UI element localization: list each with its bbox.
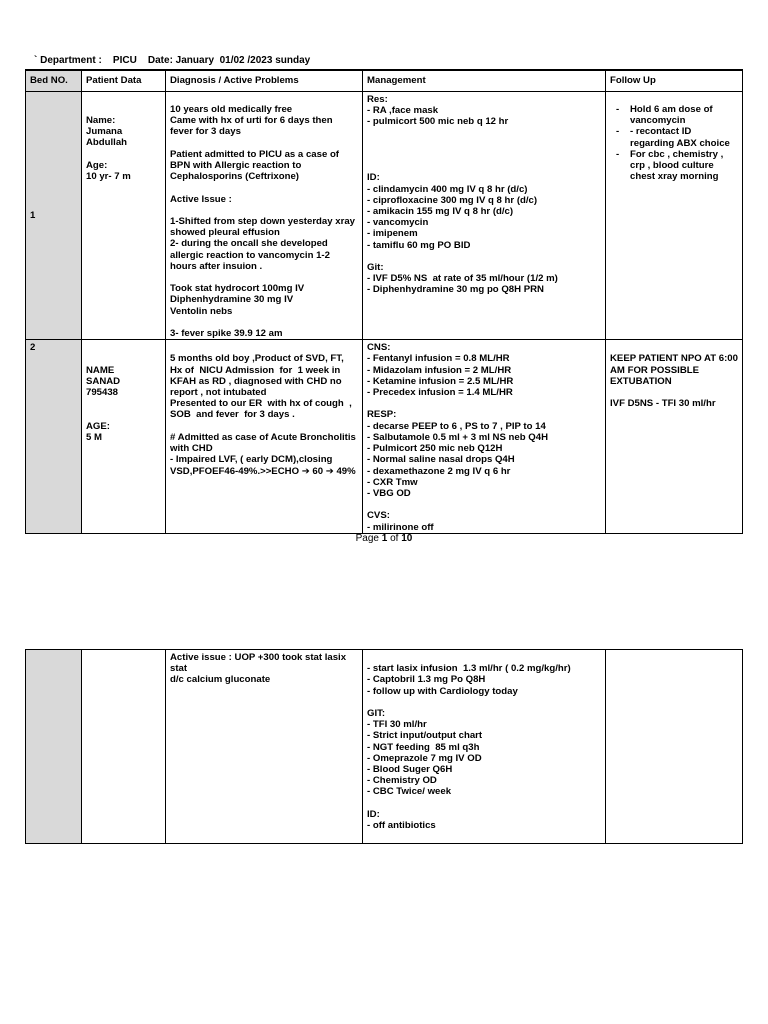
col-header-diagnosis: Diagnosis / Active Problems	[166, 70, 363, 92]
patient-data-cell	[82, 340, 166, 533]
page-number: Page 1 of 10	[355, 533, 413, 544]
col-header-management: Management	[363, 70, 606, 92]
patient-data-cell	[82, 650, 166, 844]
col-header-bed: Bed NO.	[26, 70, 82, 92]
patient-data-cell	[82, 92, 166, 340]
diagnosis-text: 10 years old medically free Came with hx of urti for 6 days then fever for 3 days Patient admitted to PICU as a case of BPN with Allergic reaction to Cephalosporins (Ceftrixone) Active Issue : 1-Shifted from step down yesterday xray showed pleural effusion 2- during the oncall she developed allergic reaction to vancomycin 1-2 hours after insuion . Took stat hydrocort 100mg IV Diphenhydramine 30 mg IV Ventolin nebs 3- fever spike 39.9 12 am	[170, 104, 355, 340]
diagnosis-text: 5 months old boy ,Product of SVD, FT, Hx of NICU Admission for 1 week in KFAH as RD , diagnosed with CHD no report , not intubated Presented to our ER with hx of cough , SOB and fever for 3 days . # Admitted as case of Acute Broncholitis with CHD - Impaired LVF, ( early DCM),closing VSD,PFOEF46-49%.>>ECHO ➔ 60 ➔ 49%	[170, 353, 356, 477]
rounds-table-page2	[25, 649, 743, 844]
management-text: - start lasix infusion 1.3 ml/hr ( 0.2 mg/kg/hr) - Captobril 1.3 mg Po Q8H - follow up with Cardiology today GIT: - TFI 30 ml/hr - Strict input/output chart - NGT feeding 85 ml q3h - Omeprazole 7 mg IV OD - Blood Suger Q6H - Chemistry OD - CBC Twice/ week ID: - off antibiotics	[367, 663, 571, 832]
followup-cell	[606, 650, 743, 844]
diagnosis-cell	[166, 340, 363, 533]
bed-number-cell	[26, 340, 82, 533]
management-cell	[363, 650, 606, 844]
list-item: - - recontact ID regarding ABX choice	[616, 126, 730, 149]
table-row-bed-2	[26, 340, 743, 533]
table-row-bed-1	[26, 92, 743, 340]
department-date-header: ` Department : PICU Date: January 01/02 /2023 sunday	[34, 55, 311, 66]
patient-data: NAME SANAD 795438 AGE: 5 M	[86, 364, 121, 443]
col-header-patient: Patient Data	[82, 70, 166, 92]
table-header-row	[26, 70, 743, 92]
followup-cell	[606, 340, 743, 533]
followup-list	[610, 104, 738, 182]
followup-text: KEEP PATIENT NPO AT 6:00 AM FOR POSSIBLE EXTUBATION IVF D5NS - TFI 30 ml/hr	[610, 353, 738, 410]
management-cell	[363, 92, 606, 340]
followup-cell	[606, 92, 743, 340]
list-item: - Hold 6 am dose of vancomycin	[616, 104, 713, 127]
bed-number-cell	[26, 92, 82, 340]
management-text: CNS: - Fentanyl infusion = 0.8 ML/HR - Midazolam infusion = 2 ML/HR - Ketamine infusion = 2.5 ML/HR - Precedex infusion = 1.4 ML/HR RESP: - decarse PEEP to 6 , PS to 7 , PIP to 14 - Salbutamole 0.5 ml + 3 ml NS neb Q4H - Pulmicort 250 mic neb Q12H - Normal saline nasal drops Q4H - dexamethazone 2 mg IV q 6 hr - CXR Tmw - VBG OD CVS: - milirinone off	[367, 342, 549, 533]
diagnosis-text: Active issue : UOP +300 took stat lasix stat d/c calcium gluconate	[170, 652, 347, 686]
table-row-bed-2-continued	[26, 650, 743, 844]
bed-number: 1	[30, 210, 36, 222]
list-item: - For cbc , chemistry , crp , blood culture chest xray morning	[616, 148, 724, 183]
col-header-followup: Follow Up	[606, 70, 743, 92]
rounds-table-page1	[25, 69, 743, 534]
bed-number-cell	[26, 650, 82, 844]
diagnosis-cell	[166, 92, 363, 340]
bed-number: 2	[30, 342, 36, 354]
management-cell	[363, 340, 606, 533]
patient-data: Name: Jumana Abdullah Age: 10 yr- 7 m	[86, 115, 131, 183]
diagnosis-cell	[166, 650, 363, 844]
management-text: Res: - RA ,face mask - pulmicort 500 mic neb q 12 hr ID: - clindamycin 400 mg IV q 8 hr (d/c) - ciprofloxacine 300 mg IV q 8 hr (d/c) - amikacin 155 mg IV q 8 hr (d/c) - vancomycin - imipenem - tamiflu 60 mg PO BID Git: - IVF D5% NS at rate of 35 ml/hour (1/2 m) - Diphenhydramine 30 mg po Q8H PRN	[367, 94, 558, 296]
